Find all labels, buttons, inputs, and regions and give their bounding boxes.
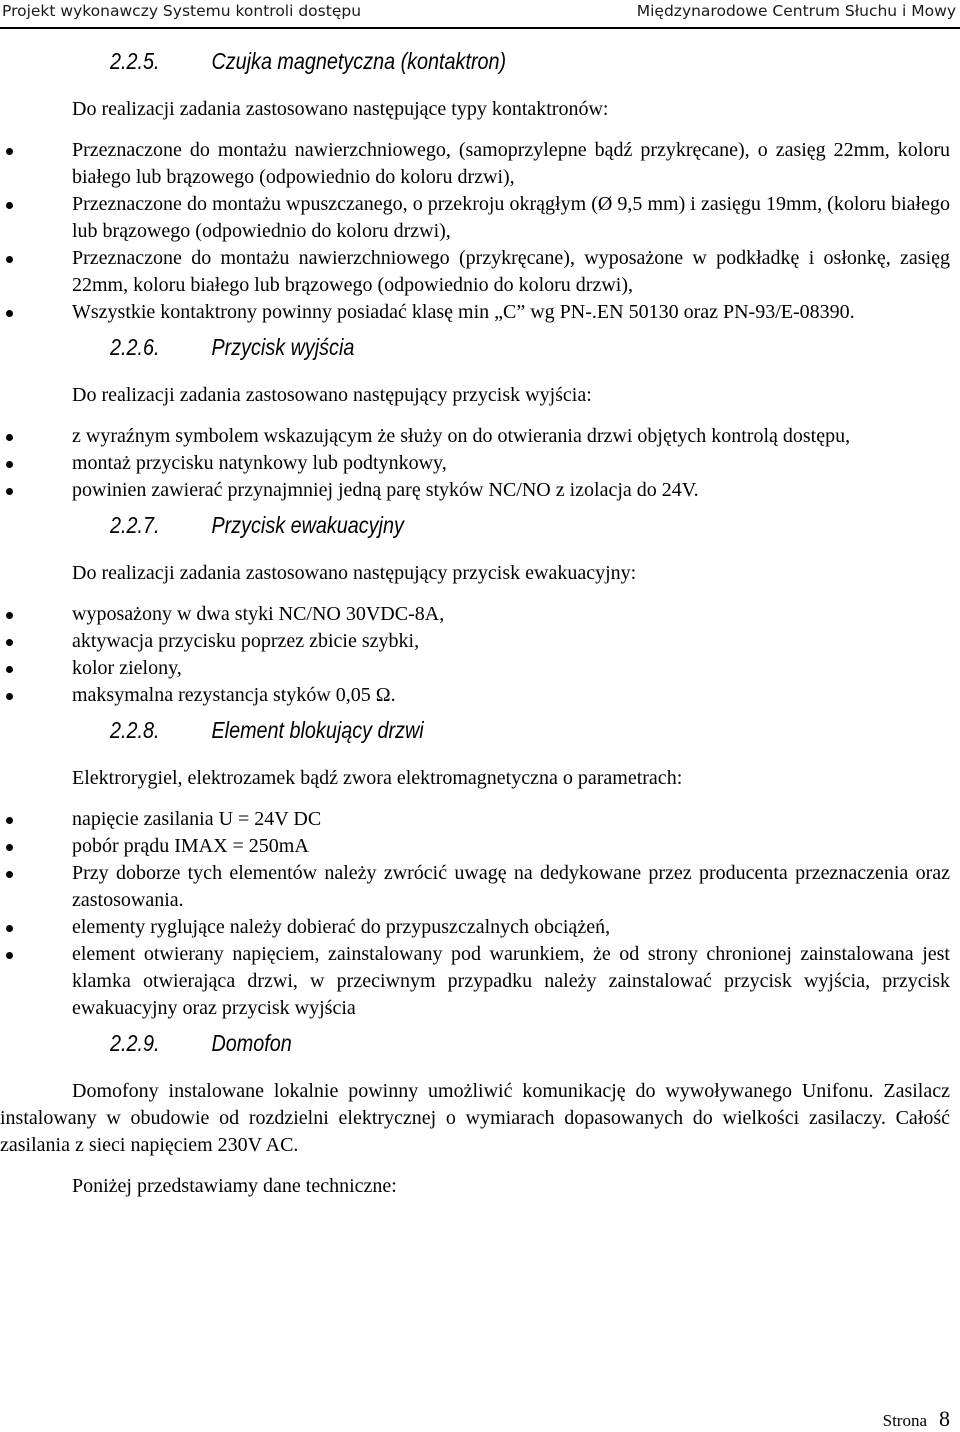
bullet-list-2-2-8 [0, 806, 960, 1022]
list-item: Wszystkie kontaktrony powinny posiadać klasę min „C” wg PN-.EN 50130 oraz PN-93/E-08390. [72, 299, 950, 326]
section-intro: Elektrorygiel, elektrozamek bądź zwora elektromagnetyczna o parametrach: [72, 767, 683, 789]
page-header [0, 0, 960, 26]
section-number: 2.2.7. [110, 512, 160, 538]
document-body [0, 40, 960, 1214]
section-intro: Do realizacji zadania zastosowano następujący przycisk ewakuacyjny: [72, 562, 637, 584]
section-heading-2-2-7 [110, 504, 841, 546]
section-intro: Do realizacji zadania zastosowano następujący przycisk wyjścia: [72, 384, 592, 406]
section-intro: Do realizacji zadania zastosowano następujące typy kontaktronów: [72, 98, 609, 120]
list-item: aktywacja przycisku poprzez zbicie szybki, [72, 628, 950, 655]
section-title: Domofon [211, 1030, 292, 1056]
section-title: Przycisk wyjścia [211, 334, 355, 360]
list-item: Przeznaczone do montażu nawierzchniowego, (samoprzylepne bądź przykręcane), o zasięg 22mm, koloru białego lub brązowego (odpowiednio do koloru drzwi), [72, 137, 950, 191]
page-label: Strona [882, 1411, 927, 1430]
list-item: maksymalna rezystancja styków 0,05 Ω. [72, 682, 950, 709]
list-item: kolor zielony, [72, 655, 950, 682]
section-title: Element blokujący drzwi [211, 717, 424, 743]
list-item: elementy ryglujące należy dobierać do przypuszczalnych obciążeń, [72, 914, 950, 941]
section-number: 2.2.8. [110, 717, 160, 743]
header-rule [0, 27, 960, 29]
bullet-list-2-2-5 [0, 137, 960, 326]
list-item: pobór prądu IMAX = 250mA [72, 833, 950, 860]
list-item: Przeznaczone do montażu nawierzchniowego (przykręcane), wyposażone w podkładkę i osłonkę, zasięg 22mm, koloru białego lub brązowego (odpowiednio do koloru drzwi), [72, 245, 950, 299]
list-item: powinien zawierać przynajmniej jedną parę styków NC/NO z izolacja do 24V. [72, 477, 950, 504]
section-heading-2-2-9 [110, 1022, 841, 1064]
header-right-title: Międzynarodowe Centrum Słuchu i Mowy [636, 2, 956, 20]
section-heading-2-2-6 [110, 326, 841, 368]
list-item: z wyraźnym symbolem wskazującym że służy on do otwierania drzwi objętych kontrolą dostępu, [72, 423, 950, 450]
section-heading-2-2-5 [110, 40, 841, 82]
page-number: 8 [939, 1406, 950, 1431]
list-item: element otwierany napięciem, zainstalowany pod warunkiem, że od strony chronionej zainstalowana jest klamka otwierająca drzwi, w przeciwnym przypadku należy zainstalować przycisk wyjścia, przycisk ewakuacyjny oraz przycisk wyjścia [72, 941, 950, 1022]
list-item: napięcie zasilania U = 24V DC [72, 806, 950, 833]
list-item: montaż przycisku natynkowy lub podtynkowy, [72, 450, 950, 477]
section-paragraph: Domofony instalowane lokalnie powinny umożliwić komunikację do wywoływanego Unifonu. Zasilacz instalowany w obudowie od rozdzielni elektrycznej o wymiarach dopasowanych do wielkości zasilaczy. Całość zasilania z sieci napięciem 230V AC. [0, 1080, 950, 1156]
bullet-list-2-2-7 [0, 601, 960, 709]
section-title: Czujka magnetyczna (kontaktron) [211, 48, 507, 74]
list-item: Przy doborze tych elementów należy zwrócić uwagę na dedykowane przez producenta przeznaczenia oraz zastosowania. [72, 860, 950, 914]
list-item: wyposażony w dwa styki NC/NO 30VDC-8A, [72, 601, 950, 628]
section-number: 2.2.5. [110, 48, 160, 74]
section-heading-2-2-8 [110, 709, 841, 751]
bullet-list-2-2-6 [0, 423, 960, 504]
section-number: 2.2.6. [110, 334, 160, 360]
section-title: Przycisk ewakuacyjny [211, 512, 404, 538]
closing-text: Poniżej przedstawiamy dane techniczne: [72, 1175, 397, 1197]
header-left-title: Projekt wykonawczy Systemu kontroli dostępu [2, 2, 362, 20]
list-item: Przeznaczone do montażu wpuszczanego, o przekroju okrągłym (Ø 9,5 mm) i zasięgu 19mm, (koloru białego lub brązowego (odpowiednio do koloru drzwi), [72, 191, 950, 245]
section-number: 2.2.9. [110, 1030, 160, 1056]
page-footer [883, 1406, 950, 1432]
